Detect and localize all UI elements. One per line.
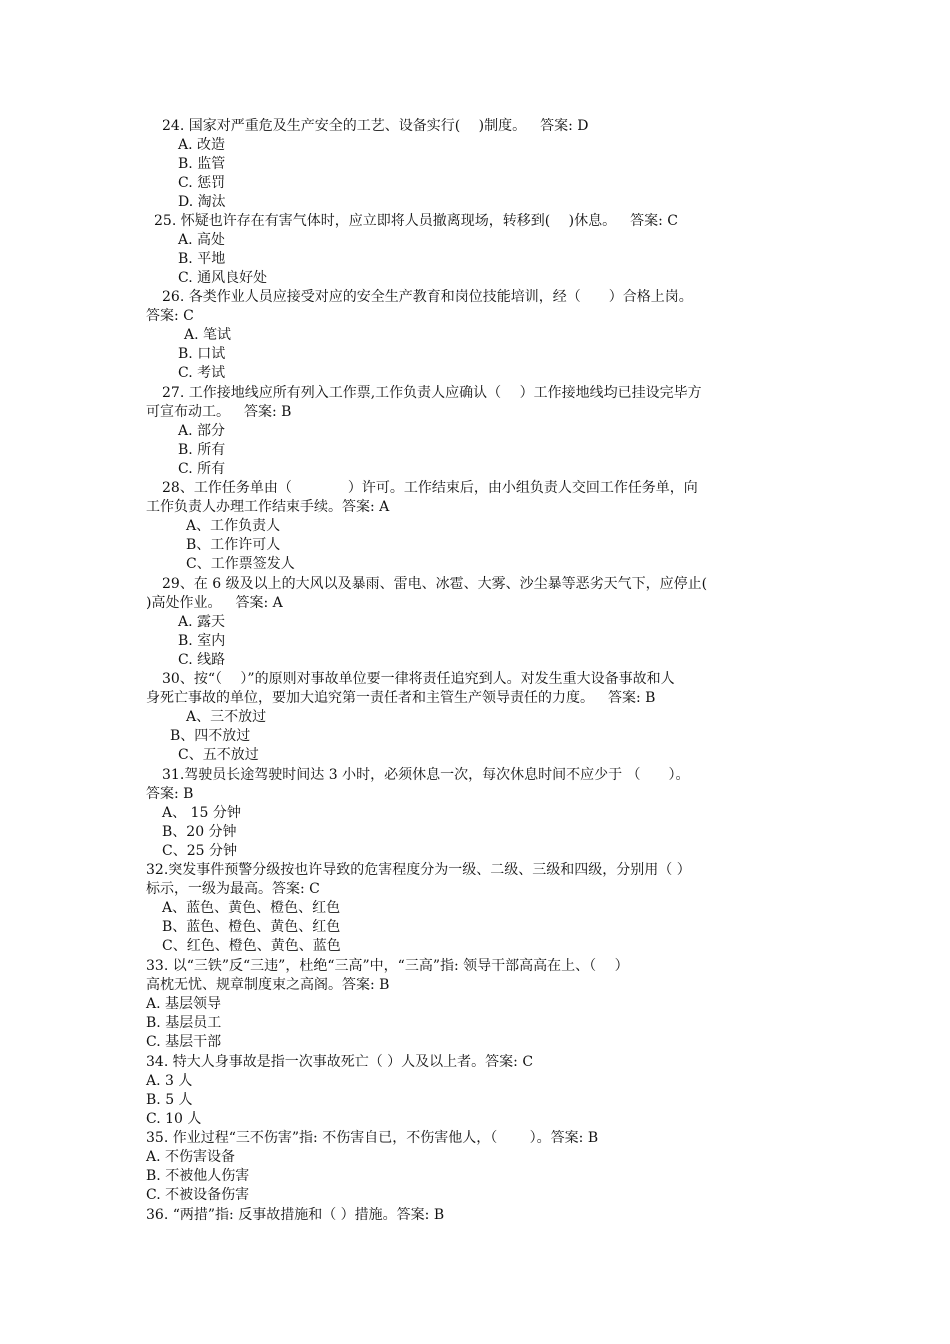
question-27-answer: 答案: B xyxy=(244,404,292,420)
question-30-stem-line-2: 身死亡事故的单位，要加大追究第一责任者和主管生产领导责任的力度。 答案: B xyxy=(146,690,656,706)
question-26-answer: 答案: C xyxy=(146,308,194,324)
question-33-stem-line-2: 高枕无忧、规章制度束之高阁。答案: B xyxy=(146,977,390,993)
question-27-stem-line-2: 可宣布动工。 答案: B xyxy=(146,404,292,420)
question-25-option-a: A. 高处 xyxy=(178,232,226,248)
question-25-answer: 答案: C xyxy=(630,213,678,229)
question-27-option-c: C. 所有 xyxy=(178,461,226,477)
question-27-stem-line-1: 27. 工作接地线应所有列入工作票,工作负责人应确认（ ）工作接地线均已挂设完毕方 xyxy=(162,385,702,401)
question-32-answer: 答案: C xyxy=(272,881,320,897)
question-33-option-a: A. 基层领导 xyxy=(146,996,222,1012)
question-34-option-c: C. 10 人 xyxy=(146,1111,202,1127)
question-25-option-c: C. 通风良好处 xyxy=(178,270,268,286)
question-30-option-c: C、五不放过 xyxy=(178,747,259,763)
question-26-option-b: B. 口试 xyxy=(178,346,226,362)
question-29-stem-line-2: )高处作业。 答案: A xyxy=(146,595,283,611)
question-25-option-b: B. 平地 xyxy=(178,251,226,267)
question-34-answer: 答案: C xyxy=(485,1054,534,1070)
question-35-option-b: B. 不被他人伤害 xyxy=(146,1168,250,1184)
question-32-stem-line-2: 标示，一级为最高。答案: C xyxy=(146,881,320,897)
question-36-stem: 36. “两措”指: 反事故措施和（ ）措施。答案: B xyxy=(146,1207,445,1223)
question-26-option-a: A. 笔试 xyxy=(184,327,232,343)
question-33-stem-line-1: 33. 以“三铁”反“三违”，杜绝“三高”中，“三高”指: 领导干部高高在上、（ ） xyxy=(146,958,629,974)
question-33-option-b: B. 基层员工 xyxy=(146,1015,222,1031)
question-27-option-a: A. 部分 xyxy=(178,423,226,439)
question-34-option-a: A. 3 人 xyxy=(146,1073,193,1089)
question-35-option-c: C. 不被设备伤害 xyxy=(146,1187,250,1203)
question-31-option-b: B、20 分钟 xyxy=(162,824,237,840)
question-31-answer: 答案: B xyxy=(146,786,194,802)
question-30-stem-line-1: 30、按“（ ）”的原则对事故单位要一律将责任追究到人。对发生重大设备事故和人 xyxy=(162,671,675,687)
question-28-option-a: A、工作负责人 xyxy=(186,518,281,534)
question-32-option-a: A、蓝色、黄色、橙色、红色 xyxy=(162,900,341,916)
question-29-option-b: B. 室内 xyxy=(178,633,226,649)
question-26-option-c: C. 考试 xyxy=(178,365,226,381)
question-35-option-a: A. 不伤害设备 xyxy=(146,1149,236,1165)
question-27-option-b: B. 所有 xyxy=(178,442,226,458)
question-24-option-c: C. 惩罚 xyxy=(178,175,226,191)
question-29-answer: 答案: A xyxy=(235,595,283,611)
question-24-stem: 24. 国家对严重危及生产安全的工艺、设备实行( )制度。 答案: D xyxy=(162,118,589,134)
question-33-answer: 答案: B xyxy=(342,977,390,993)
question-29-option-c: C. 线路 xyxy=(178,652,226,668)
question-34-stem: 34. 特大人身事故是指一次事故死亡（ ）人及以上者。答案: C xyxy=(146,1054,534,1070)
question-29-stem-line-1: 29、在 6 级及以上的大风以及暴雨、雷电、冰雹、大雾、沙尘暴等恶劣天气下，应停止( xyxy=(162,576,708,592)
question-24-answer: 答案: D xyxy=(540,118,589,134)
question-33-option-c: C. 基层干部 xyxy=(146,1034,222,1050)
question-34-option-b: B. 5 人 xyxy=(146,1092,193,1108)
question-32-option-c: C、红色、橙色、黄色、蓝色 xyxy=(162,938,341,954)
question-31-option-c: C、25 分钟 xyxy=(162,843,237,859)
question-28-answer: 答案: A xyxy=(342,499,390,515)
question-35-answer: 答案: B xyxy=(550,1130,599,1146)
question-24-option-d: D. 淘汰 xyxy=(178,194,226,210)
question-25-stem: 25. 怀疑也许存在有害气体时，应立即将人员撤离现场，转移到( )休息。 答案: C xyxy=(154,213,678,229)
question-32-stem-line-1: 32.突发事件预警分级按也许导致的危害程度分为一级、二级、三级和四级，分别用（ ） xyxy=(146,862,691,878)
question-28-option-b: B、工作许可人 xyxy=(186,537,281,553)
question-30-option-a: A、三不放过 xyxy=(186,709,267,725)
question-31-stem: 31.驾驶员长途驾驶时间达 3 小时，必须休息一次，每次休息时间不应少于 （ ）。 xyxy=(162,767,690,783)
question-30-answer: 答案: B xyxy=(608,690,656,706)
question-28-option-c: C、工作票签发人 xyxy=(186,556,295,572)
question-35-stem: 35. 作业过程“三不伤害”指: 不伤害自已，不伤害他人，（ ）。答案: B xyxy=(146,1130,599,1146)
question-31-option-a: A、 15 分钟 xyxy=(162,805,241,821)
question-24-option-b: B. 监管 xyxy=(178,156,226,172)
question-26-stem: 26. 各类作业人员应接受对应的安全生产教育和岗位技能培训，经（ ）合格上岗。 xyxy=(162,289,693,305)
question-29-option-a: A. 露天 xyxy=(178,614,226,630)
question-30-option-b: B、四不放过 xyxy=(170,728,251,744)
question-36-answer: 答案: B xyxy=(396,1207,445,1223)
question-32-option-b: B、蓝色、橙色、黄色、红色 xyxy=(162,919,341,935)
question-24-option-a: A. 改造 xyxy=(178,137,226,153)
question-28-stem-line-2: 工作负责人办理工作结束手续。答案: A xyxy=(146,499,390,515)
question-28-stem-line-1: 28、工作任务单由（ ）许可。工作结束后，由小组负责人交回工作任务单，向 xyxy=(162,480,698,496)
